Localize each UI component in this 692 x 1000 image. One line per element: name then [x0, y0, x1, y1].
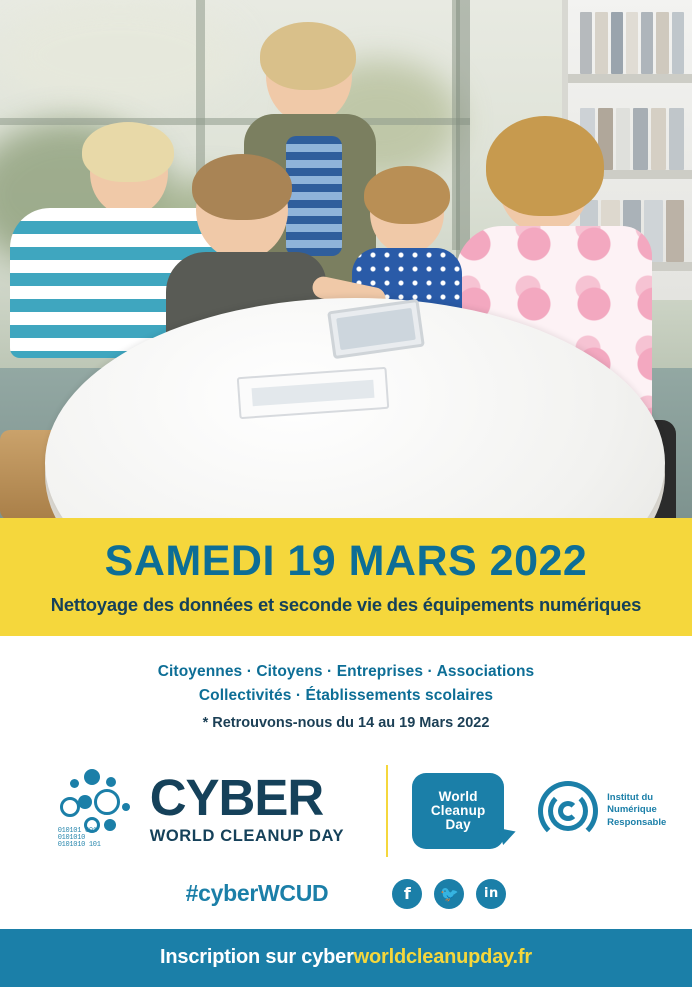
bubbles-icon [54, 769, 138, 853]
date-banner [0, 518, 692, 636]
social-row [0, 863, 692, 929]
hair [486, 116, 604, 216]
world-cleanup-day-logo [412, 773, 504, 849]
audience-line-1: Citoyennes · Citoyens · Entreprises · Associations [157, 662, 535, 680]
campaign-hashtag: #cyberWCUD [185, 880, 329, 907]
logo-divider [386, 765, 388, 857]
registration-url: worldcleanupday.fr [353, 946, 532, 969]
twitter-icon[interactable]: 🐦 [434, 879, 464, 909]
inr-line-2: Numérique [607, 804, 657, 816]
child-striped-top [40, 130, 168, 216]
inr-wordmark [607, 792, 666, 830]
cyber-wordmark [149, 769, 345, 846]
registration-text[interactable] [160, 946, 532, 969]
event-date: SAMEDI 19 MARS 2022 [104, 537, 588, 585]
child-grey-top [176, 160, 288, 260]
logo-row [0, 741, 692, 863]
binary-pattern: 010101 001 0101010 0101010 101 [57, 826, 101, 849]
cyber-wcd-logo [26, 769, 362, 853]
footer-bar [0, 929, 692, 987]
inr-logo [538, 781, 666, 841]
wcd-line-2: Cleanup [430, 802, 486, 818]
child-polka-top [356, 172, 444, 254]
wcd-line-1: World [438, 788, 478, 804]
hair [82, 122, 174, 182]
event-subtitle: Nettoyage des données et seconde vie des équipements numériques [50, 593, 642, 615]
hair [192, 154, 292, 220]
book-row [580, 12, 684, 74]
window-mullion [0, 118, 470, 125]
striped-shirt [286, 136, 342, 256]
audience-line-2: Collectivités · Établissements scolaires [198, 686, 494, 704]
audience-section [0, 636, 692, 741]
child-standing [250, 28, 352, 124]
cyber-subtitle: WORLD CLEANUP DAY [149, 827, 345, 846]
wcd-line-3: Day [445, 816, 471, 832]
audience-note: * Retrouvons-nous du 14 au 19 Mars 2022 [202, 714, 490, 731]
inr-line-3: Responsable [607, 817, 667, 829]
inr-line-1: Institut du [607, 791, 654, 803]
arrow-icon [498, 823, 519, 845]
spiral-icon [538, 781, 598, 841]
registration-prefix: Inscription sur cyber [160, 946, 354, 969]
facebook-icon[interactable]: f [392, 879, 422, 909]
adult-woman [476, 130, 590, 234]
cyber-title: CYBER [149, 769, 324, 827]
hair [364, 166, 450, 224]
hair [260, 22, 356, 90]
linkedin-icon[interactable]: in [476, 879, 506, 909]
